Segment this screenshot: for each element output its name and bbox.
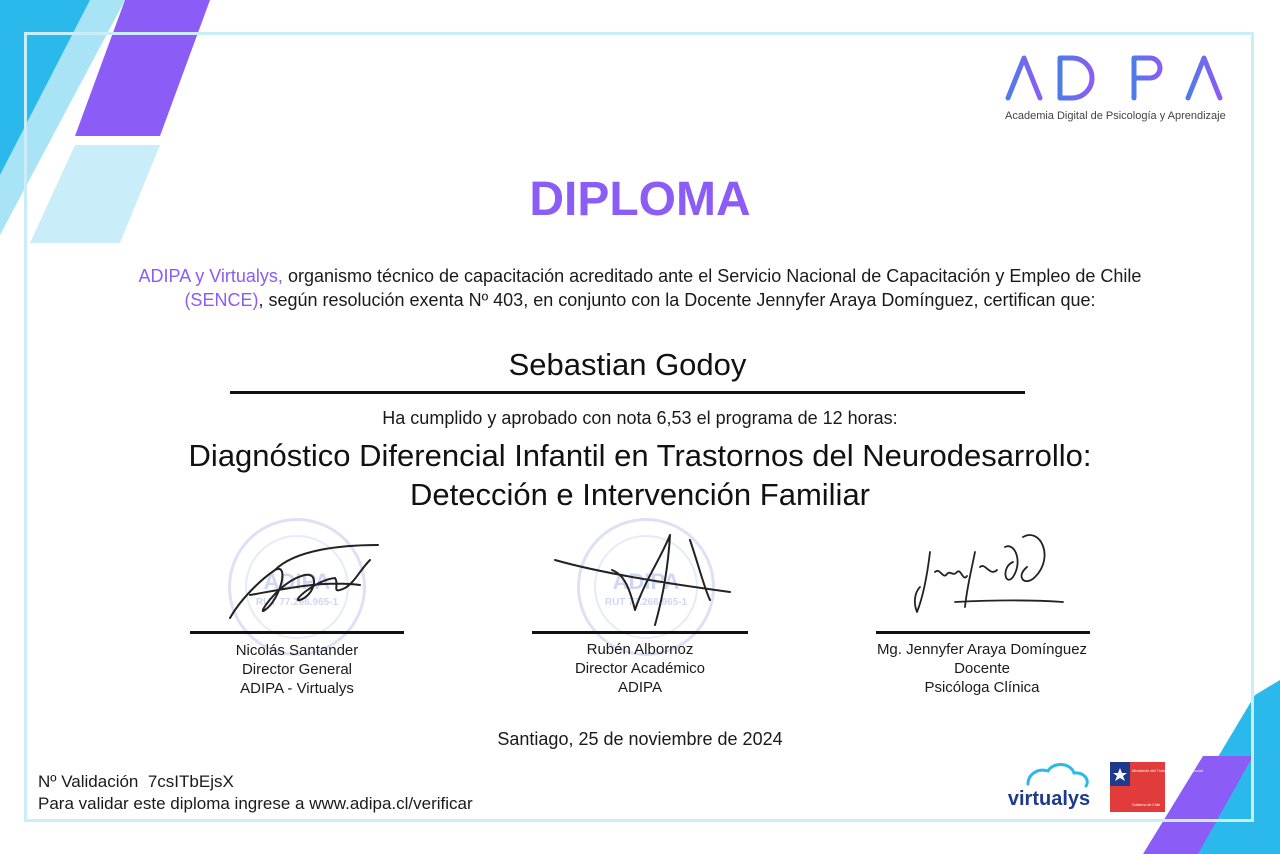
adipa-logo-subtitle: Academia Digital de Psicología y Aprendizaje bbox=[1005, 110, 1226, 122]
validation-info bbox=[38, 771, 473, 815]
signatory-org: ADIPA bbox=[618, 679, 662, 696]
grade-suffix: el programa de 12 horas: bbox=[696, 408, 898, 428]
grade-line bbox=[0, 408, 1280, 429]
validation-label: Nº Validación bbox=[38, 772, 139, 791]
org-names: ADIPA y Virtualys, bbox=[138, 266, 283, 286]
grade-prefix: Ha cumplido y aprobado con nota bbox=[382, 408, 652, 428]
sence-label: (SENCE) bbox=[184, 290, 259, 310]
signatory-org: Psicóloga Clínica bbox=[924, 679, 1040, 696]
signatory-name: Nicolás Santander bbox=[235, 642, 359, 659]
gov-sub: Gobierno de Chile bbox=[1132, 803, 1161, 807]
issue-date: Santiago, 25 de noviembre de 2024 bbox=[497, 729, 783, 749]
signature-line-2 bbox=[532, 631, 748, 634]
program-title-line-2: Detección e Intervención Familiar bbox=[409, 477, 871, 512]
intro-paragraph bbox=[110, 264, 1170, 312]
diploma-title: DIPLOMA bbox=[529, 173, 751, 226]
signatory-org: ADIPA - Virtualys bbox=[240, 680, 354, 697]
recipient-underline bbox=[230, 391, 1025, 394]
gov-text: Ministerio del Trabajo y Previsión Social bbox=[1132, 768, 1203, 773]
signature-albornoz bbox=[550, 530, 740, 630]
stamp-text: ADIPA bbox=[263, 569, 331, 594]
validation-instructions: Para validar este diploma ingrese a www.adipa.cl/verificar bbox=[38, 794, 473, 813]
intro-text-1: organismo técnico de capacitación acreditado ante el Servicio Nacional de Capacitación y Empleo de Chile bbox=[282, 266, 1142, 286]
signature-santander bbox=[220, 540, 390, 630]
signatory-role: Docente bbox=[954, 660, 1010, 677]
stamp-rut: RUT 77.266.965-1 bbox=[604, 597, 688, 608]
program-title-line-1: Diagnóstico Diferencial Infantil en Trastornos del Neurodesarrollo: bbox=[188, 438, 1092, 473]
stamp-text: ADIPA bbox=[612, 569, 680, 594]
grade-value: 6,53 bbox=[656, 408, 692, 428]
government-logo bbox=[1110, 762, 1203, 812]
signatory-block-3 bbox=[852, 640, 1112, 697]
intro-text-2: , según resolución exenta Nº 403, en conjunto con la Docente Jennyfer Araya Domínguez, certifican que: bbox=[258, 290, 1096, 310]
signatory-name: Mg. Jennyfer Araya Domínguez bbox=[876, 641, 1088, 658]
program-title bbox=[100, 436, 1180, 514]
signature-araya bbox=[905, 532, 1065, 617]
validation-code-line bbox=[38, 771, 473, 793]
signatory-role: Director General bbox=[241, 661, 353, 678]
signature-line-1 bbox=[190, 631, 404, 634]
signatory-role: Director Académico bbox=[574, 660, 706, 677]
recipient-name: Sebastian Godoy bbox=[508, 347, 747, 382]
stamp-rut: RUT 77.266.965-1 bbox=[255, 597, 339, 608]
signature-line-3 bbox=[876, 631, 1090, 634]
signatory-block-2 bbox=[532, 640, 748, 697]
virtualys-logo-text: virtualys bbox=[1007, 788, 1091, 810]
signatory-block-1 bbox=[190, 641, 404, 698]
virtualys-logo bbox=[998, 760, 1100, 812]
validation-code: 7csITbEjsX bbox=[147, 772, 234, 791]
signatory-name: Rubén Albornoz bbox=[586, 641, 694, 658]
